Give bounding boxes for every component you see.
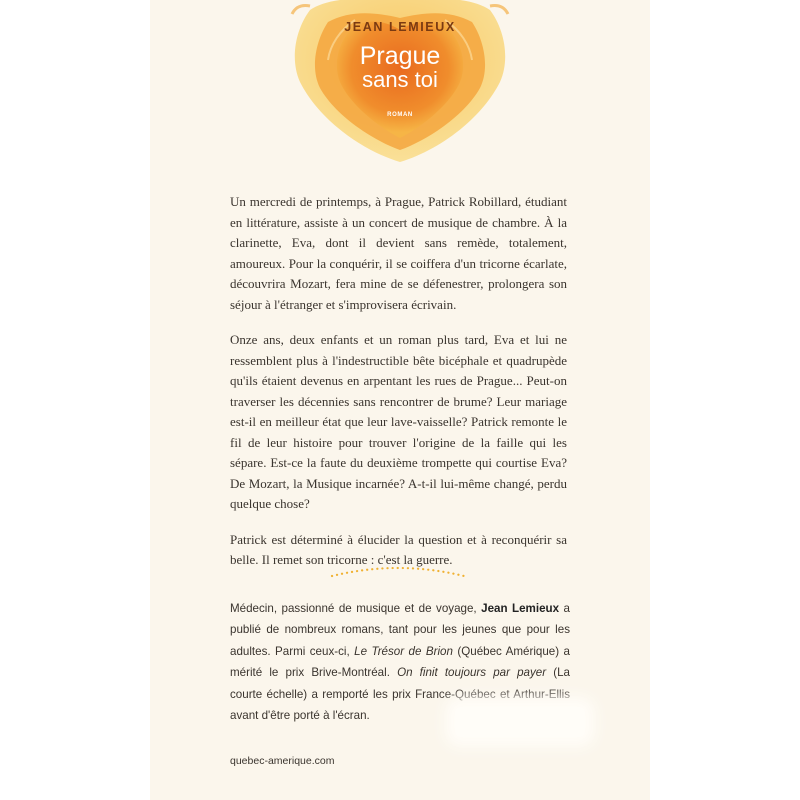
- bio-text: Médecin, passionné de musique et de voyage,: [230, 602, 482, 615]
- bio-text: (La courte échelle) a remporté les prix France-Québec et Arthur-Ellis avant d'être porté à l'écran.: [230, 666, 570, 723]
- book-title-line1: Prague: [359, 42, 441, 70]
- bio-book-title: On finit toujours par payer: [397, 666, 547, 680]
- publisher-website[interactable]: quebec-amerique.com: [230, 755, 335, 767]
- author-name: JEAN LEMIEUX: [344, 20, 456, 34]
- bio-text: (Québec Amérique) a mérité le prix Brive-Montréal.: [230, 644, 570, 680]
- genre-label: ROMAN: [387, 112, 413, 118]
- synopsis-paragraph: Un mercredi de printemps, à Prague, Patrick Robillard, étudiant en littérature, assiste à un concert de musique de chambre. À la clarinette, Eva, dont il devient sans remède, totalement, amoureux. Pour la conquérir, il se coiffera d'un tricorne écarlate, découvrira Mozart, fera mine de se défenestrer, prolongera son séjour à l'étranger et s'improvisera écrivain.: [230, 194, 567, 312]
- book-title-line2: sans toi: [362, 67, 438, 92]
- back-cover: [150, 0, 650, 800]
- synopsis-paragraph: Onze ans, deux enfants et un roman plus tard, Eva et lui ne ressemblent plus à l'indestructible bête bicéphale et quadrupède qu'ils étaient devenus en arpentant les rues de Prague... Peut-on traverser les décennies sans rencontrer de brume? Leur mariage est-il en meilleur état que leur lave-vaisselle? Patrick remonte le fil de leur histoire pour trouver l'origine de la faille qui les sépare. Est-ce la faute du deuxième trompette qui courtise Eva? De Mozart, la Musique incarnée? A-t-il lui-même changé, perdu quelque chose?: [230, 332, 567, 511]
- synopsis: [230, 192, 567, 586]
- bio-text: a publié de nombreux romans, tant pour les jeunes que pour les adultes. Parmi ceux-ci,: [230, 602, 571, 658]
- dotted-arc-divider: [330, 562, 466, 578]
- bio-book-title: Le Trésor de Brion: [354, 644, 453, 658]
- barcode-placeholder: [455, 707, 585, 737]
- synopsis-paragraph: Patrick est déterminé à élucider la question et à reconquérir sa belle. Il remet son tricorne : c'est la guerre.: [230, 531, 567, 567]
- bio-author-name: Jean Lemieux: [481, 602, 560, 615]
